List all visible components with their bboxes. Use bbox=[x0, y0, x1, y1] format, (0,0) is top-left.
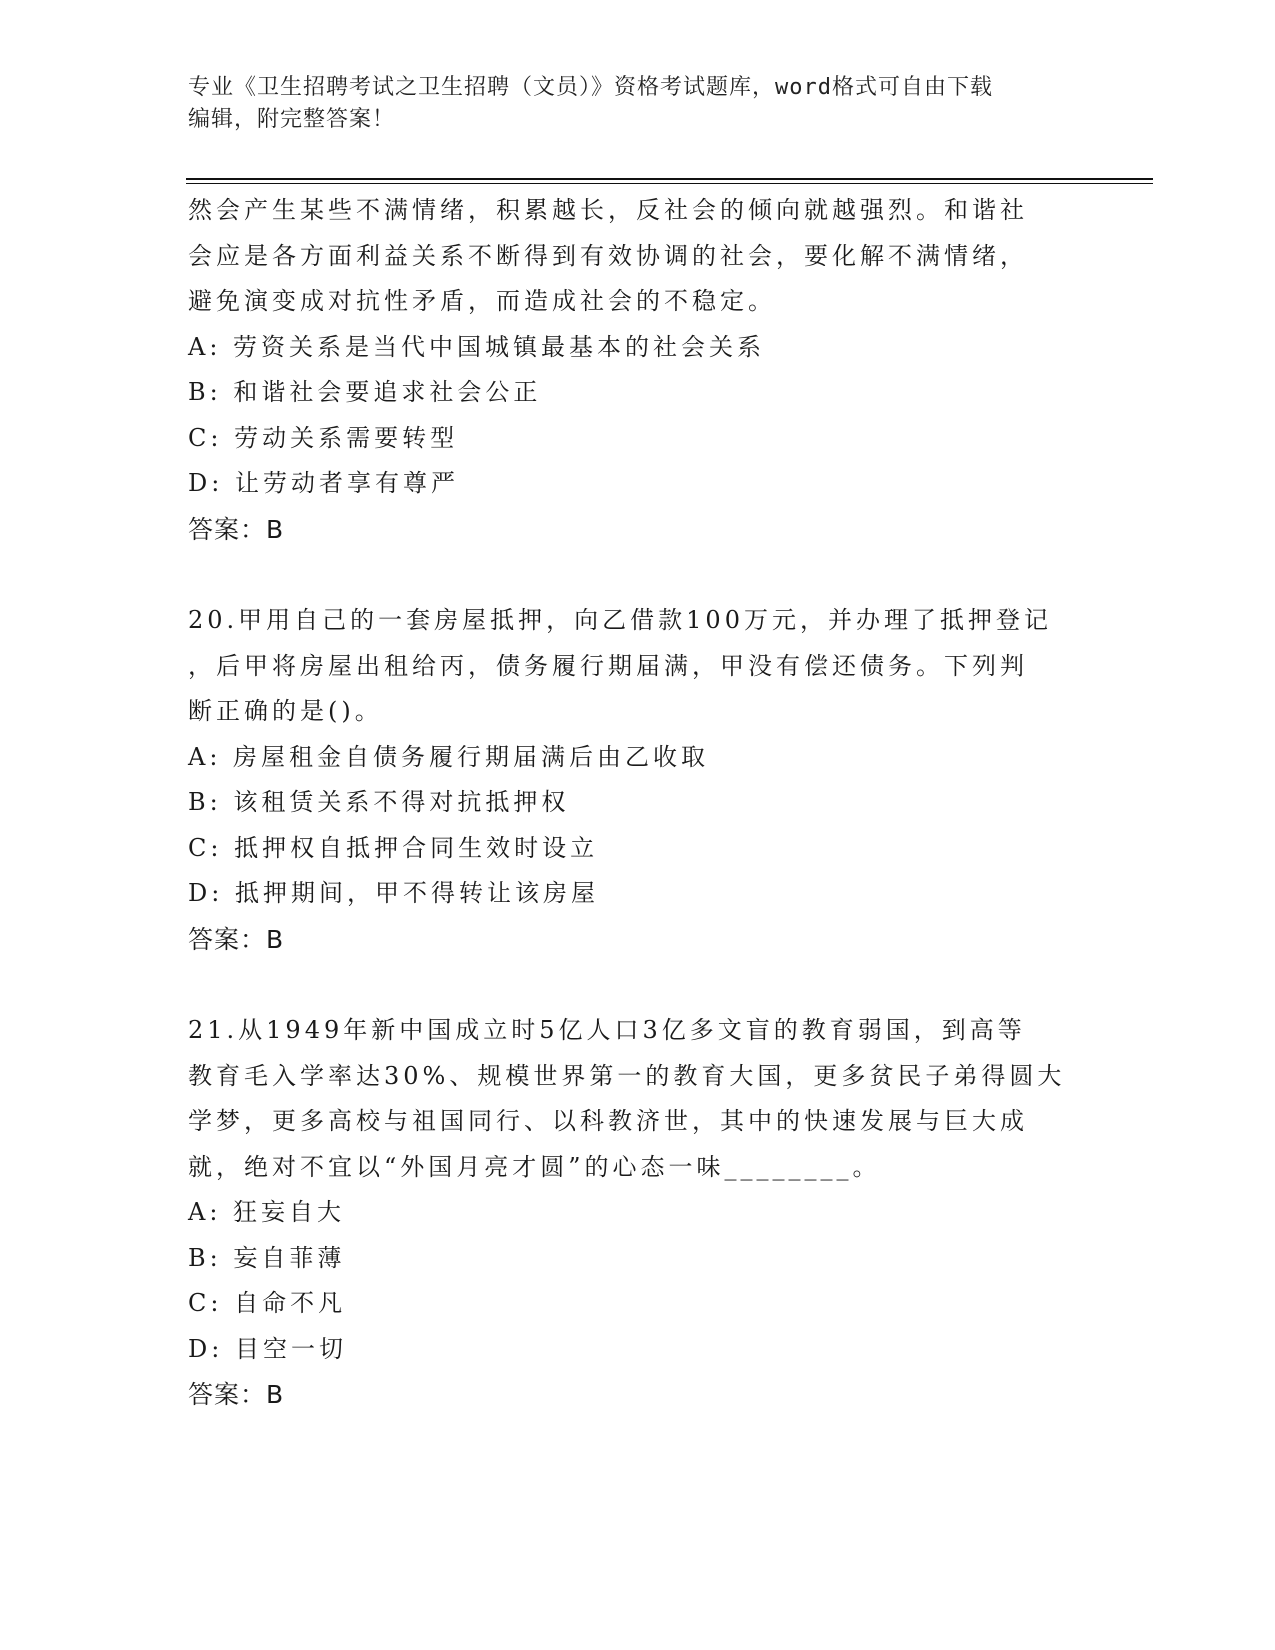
question-content bbox=[188, 188, 1108, 1418]
option-a: A: 狂妄自大 bbox=[188, 1198, 346, 1226]
option-b: B: 妄自菲薄 bbox=[188, 1243, 346, 1272]
question-text-line: 避免演变成对抗性矛盾，而造成社会的不稳定。 bbox=[188, 287, 776, 315]
header-rule-thin bbox=[186, 183, 1153, 184]
option-b: B: 和谐社会要追求社会公正 bbox=[188, 378, 542, 406]
spacer bbox=[188, 552, 1108, 598]
option-d: D: 目空一切 bbox=[188, 1334, 347, 1363]
spacer bbox=[188, 962, 1108, 1008]
option-b: B: 该租赁关系不得对抗抵押权 bbox=[188, 788, 570, 816]
question-continuation bbox=[188, 188, 1108, 552]
question-text-line: ，后甲将房屋出租给丙，债务履行期届满，甲没有偿还债务。下列判 bbox=[188, 651, 1028, 680]
answer-line: 答案：B bbox=[188, 924, 285, 954]
header-rule-thick bbox=[186, 178, 1153, 180]
question-text-line: 21.从1949年新中国成立时5亿人口3亿多文盲的教育弱国，到高等 bbox=[188, 1016, 1026, 1044]
option-a: A: 房屋租金自债务履行期届满后由乙收取 bbox=[188, 742, 710, 771]
answer-line: 答案：B bbox=[188, 514, 285, 544]
option-c: C: 抵押权自抵押合同生效时设立 bbox=[188, 833, 599, 862]
question-text-line: 然会产生某些不满情绪，积累越长，反社会的倾向就越强烈。和谐社 bbox=[188, 196, 1028, 224]
question-20 bbox=[188, 598, 1108, 962]
option-c: C: 自命不凡 bbox=[188, 1289, 347, 1317]
option-d: D: 抵押期间，甲不得转让该房屋 bbox=[188, 879, 599, 907]
option-d: D: 让劳动者享有尊严 bbox=[188, 469, 459, 497]
question-text-line: 学梦，更多高校与祖国同行、以科教济世，其中的快速发展与巨大成 bbox=[188, 1107, 1028, 1135]
question-text-line: 20.甲用自己的一套房屋抵押，向乙借款100万元，并办理了抵押登记 bbox=[188, 606, 1052, 634]
answer-line: 答案：B bbox=[188, 1380, 285, 1409]
question-text-line: 会应是各方面利益关系不断得到有效协调的社会，要化解不满情绪， bbox=[188, 241, 1028, 270]
question-text-line: 教育毛入学率达30%、规模世界第一的教育大国，更多贫民子弟得圆大 bbox=[188, 1061, 1066, 1090]
option-a: A: 劳资关系是当代中国城镇最基本的社会关系 bbox=[188, 332, 766, 361]
header-line-2: 编辑，附完整答案！ bbox=[188, 107, 396, 132]
question-text-line: 就，绝对不宜以“外国月亮才圆”的心态一味________。 bbox=[188, 1152, 881, 1181]
page-header bbox=[188, 72, 1088, 136]
option-c: C: 劳动关系需要转型 bbox=[188, 423, 459, 452]
question-21 bbox=[188, 1008, 1108, 1418]
question-text-line: 断正确的是()。 bbox=[188, 697, 383, 725]
header-line-1: 专业《卫生招聘考试之卫生招聘（文员）》资格考试题库，word格式可自由下载 bbox=[188, 75, 993, 100]
